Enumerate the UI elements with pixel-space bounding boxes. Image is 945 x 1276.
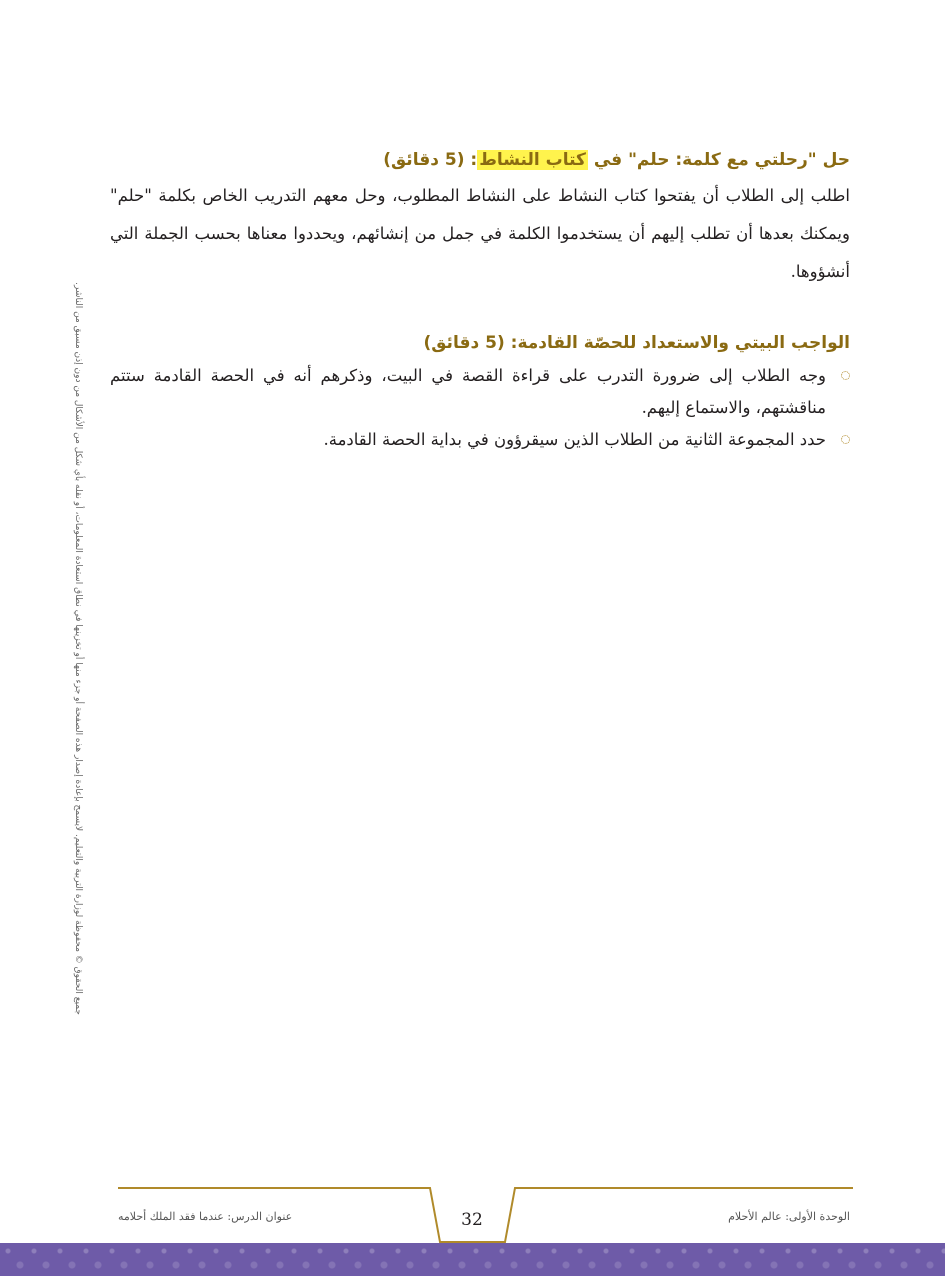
list-item bbox=[110, 424, 850, 456]
copyright-note: جميع الحقوق © محفوظة لوزارة التربية والتعليم. لايسمح بإعادة إصدار هذه الصفحة أو جزء منها أو تخزينها في نطاق استعادة المعلومات، أو نقله بأي شكل من الأشكال من دون إذن مسبق من الناشر. bbox=[73, 282, 83, 1015]
homework-section bbox=[110, 330, 850, 456]
activity-paragraph: اطلب إلى الطلاب أن يفتحوا كتاب النشاط على النشاط المطلوب، وحل معهم التدريب الخاص بكلمة "حلم" ويمكنك بعدها أن تطلب إليهم أن يستخدموا الكلمة في جمل من إنشائهم، ويحددوا معناها بحسب الجملة التي أنشؤوها. bbox=[110, 186, 850, 281]
activity-heading-duration: : (5 دقائق) bbox=[383, 150, 478, 170]
footer-lesson-title: عنوان الدرس: عندما فقد الملك أحلامه bbox=[118, 1210, 293, 1223]
activity-heading-text: حل "رحلتي مع كلمة: حلم" في bbox=[593, 150, 850, 170]
homework-list bbox=[110, 360, 850, 456]
homework-heading: الواجب البيتي والاستعداد للحصّة القادمة: (5 دقائق) bbox=[423, 333, 850, 353]
list-item-text: وجه الطلاب إلى ضرورة التدرب على قراءة القصة في البيت، وذكرهم أنه في الحصة القادمة ستتم مناقشتهم، والاستماع إليهم. bbox=[110, 366, 826, 417]
footer-unit-title: الوحدة الأولى: عالم الأحلام bbox=[728, 1210, 850, 1223]
list-item bbox=[110, 360, 850, 424]
activity-heading bbox=[110, 147, 850, 173]
dotted-circle-bullet-icon bbox=[841, 435, 850, 444]
decorative-bottom-band bbox=[0, 1243, 945, 1276]
activity-section bbox=[110, 147, 850, 291]
dotted-circle-bullet-icon bbox=[841, 371, 850, 380]
page-number: 32 bbox=[461, 1210, 483, 1230]
list-item-text: حدد المجموعة الثانية من الطلاب الذين سيقرؤون في بداية الحصة القادمة. bbox=[323, 430, 826, 449]
activity-book-highlight: كتاب النشاط bbox=[479, 150, 586, 170]
